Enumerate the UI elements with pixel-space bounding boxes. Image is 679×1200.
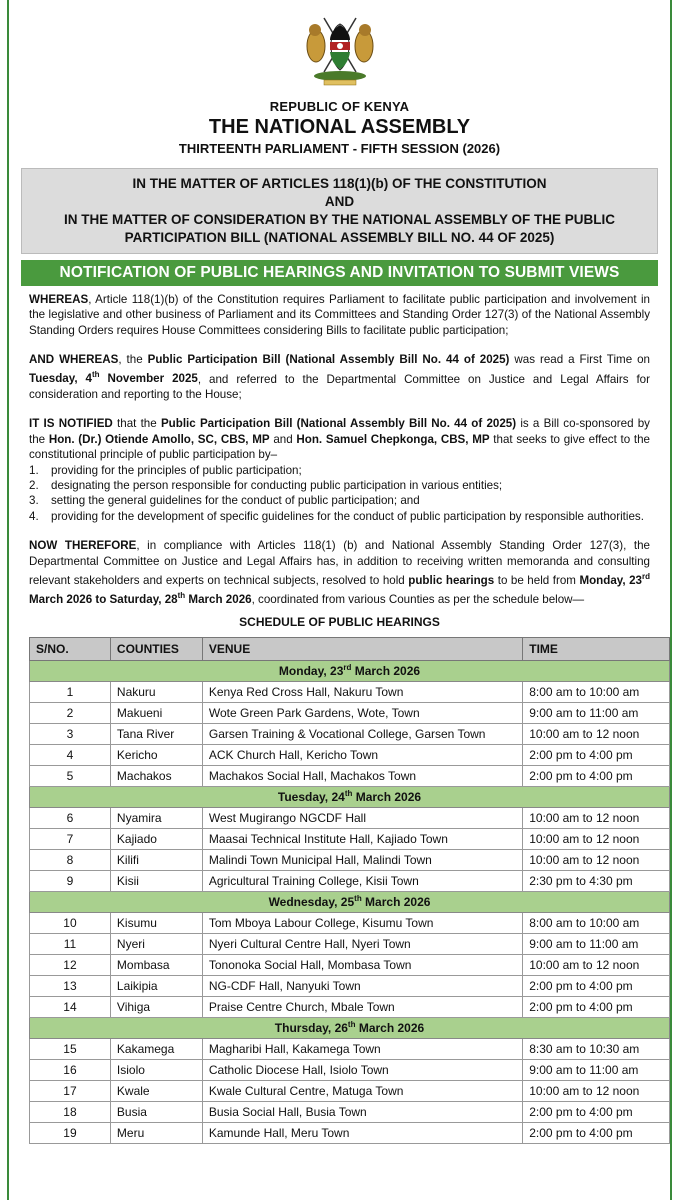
county-cell: Nyeri xyxy=(110,933,202,954)
venue-cell: Kamunde Hall, Meru Town xyxy=(202,1122,522,1143)
county-cell: Meru xyxy=(110,1122,202,1143)
row-number: 4 xyxy=(30,744,111,765)
row-number: 17 xyxy=(30,1080,111,1101)
venue-cell: Catholic Diocese Hall, Isiolo Town xyxy=(202,1059,522,1080)
paragraph-now-therefore: NOW THEREFORE, in compliance with Articles 118(1) (b) and National Assembly Standing Order 127(3), the Departmental Committee on Justice and Legal Affairs has, in addition to receiving written memoranda and consulting relevant stakeholders and experts on technical subjects, resolved to hold public hearings to be held from Monday, 23rd March 2026 to Saturday, 28th March 2026, coordinated from various Counties as per the schedule below— xyxy=(29,539,651,607)
county-cell: Kwale xyxy=(110,1080,202,1101)
venue-cell: Kwale Cultural Centre, Matuga Town xyxy=(202,1080,522,1101)
venue-cell: Busia Social Hall, Busia Town xyxy=(202,1101,522,1122)
paragraph-it-is-notified: IT IS NOTIFIED that the Public Participation Bill (National Assembly Bill No. 44 of 2025) is a Bill co-sponsored by the Hon. (Dr.) Otiende Amollo, SC, CBS, MP and Hon. Samuel Chepkonga, CBS, MP that seeks to give effect to the constitutional principle of public participation by– xyxy=(29,417,650,462)
assembly-heading: THE NATIONAL ASSEMBLY xyxy=(208,116,471,138)
row-number: 1 xyxy=(30,681,111,702)
list-item: 4. providing for the development of specific guidelines for the conduct of public participation by responsible authorities. xyxy=(29,509,644,523)
republic-heading: REPUBLIC OF KENYA xyxy=(269,99,410,114)
row-number: 12 xyxy=(30,954,111,975)
matter-line-2: AND xyxy=(324,194,355,209)
row-number: 11 xyxy=(30,933,111,954)
row-number: 9 xyxy=(30,870,111,891)
time-cell: 9:00 am to 11:00 am xyxy=(523,933,670,954)
table-row xyxy=(30,912,670,933)
time-cell: 10:00 am to 12 noon xyxy=(523,828,670,849)
table-row xyxy=(30,681,670,702)
time-cell: 8:00 am to 10:00 am xyxy=(523,912,670,933)
time-cell: 10:00 am to 12 noon xyxy=(523,807,670,828)
time-cell: 10:00 am to 12 noon xyxy=(523,723,670,744)
county-cell: Machakos xyxy=(110,765,202,786)
row-number: 19 xyxy=(30,1122,111,1143)
table-header-row xyxy=(30,637,670,660)
notice-page xyxy=(7,0,672,1200)
county-cell: Nyamira xyxy=(110,807,202,828)
county-cell: Tana River xyxy=(110,723,202,744)
venue-cell: NG-CDF Hall, Nanyuki Town xyxy=(202,975,522,996)
day-row xyxy=(30,786,670,807)
venue-cell: Maasai Technical Institute Hall, Kajiado Town xyxy=(202,828,522,849)
table-row xyxy=(30,1038,670,1059)
venue-cell: Magharibi Hall, Kakamega Town xyxy=(202,1038,522,1059)
venue-cell: Agricultural Training College, Kisii Town xyxy=(202,870,522,891)
row-number: 16 xyxy=(30,1059,111,1080)
table-row xyxy=(30,723,670,744)
venue-cell: Garsen Training & Vocational College, Garsen Town xyxy=(202,723,522,744)
county-cell: Vihiga xyxy=(110,996,202,1017)
time-cell: 8:30 am to 10:30 am xyxy=(523,1038,670,1059)
day-label: Thursday, 26th March 2026 xyxy=(30,1017,670,1038)
table-row xyxy=(30,1059,670,1080)
column-header: S/NO. xyxy=(30,637,111,660)
table-row xyxy=(30,744,670,765)
venue-cell: Nyeri Cultural Centre Hall, Nyeri Town xyxy=(202,933,522,954)
row-number: 13 xyxy=(30,975,111,996)
table-row xyxy=(30,807,670,828)
county-cell: Kericho xyxy=(110,744,202,765)
time-cell: 2:00 pm to 4:00 pm xyxy=(523,744,670,765)
objectives-list xyxy=(29,463,650,525)
row-number: 14 xyxy=(30,996,111,1017)
coat-of-arms-icon xyxy=(300,14,380,88)
table-row xyxy=(30,996,670,1017)
venue-cell: West Mugirango NGCDF Hall xyxy=(202,807,522,828)
table-row xyxy=(30,765,670,786)
county-cell: Busia xyxy=(110,1101,202,1122)
time-cell: 10:00 am to 12 noon xyxy=(523,954,670,975)
row-number: 6 xyxy=(30,807,111,828)
time-cell: 10:00 am to 12 noon xyxy=(523,1080,670,1101)
county-cell: Kisii xyxy=(110,870,202,891)
time-cell: 9:00 am to 11:00 am xyxy=(523,1059,670,1080)
day-row xyxy=(30,1017,670,1038)
county-cell: Kilifi xyxy=(110,849,202,870)
time-cell: 2:00 pm to 4:00 pm xyxy=(523,975,670,996)
row-number: 7 xyxy=(30,828,111,849)
county-cell: Isiolo xyxy=(110,1059,202,1080)
schedule-body xyxy=(30,660,670,1143)
day-label: Wednesday, 25th March 2026 xyxy=(30,891,670,912)
county-cell: Kajiado xyxy=(110,828,202,849)
county-cell: Kisumu xyxy=(110,912,202,933)
table-row xyxy=(30,933,670,954)
county-cell: Laikipia xyxy=(110,975,202,996)
venue-cell: Malindi Town Municipal Hall, Malindi Town xyxy=(202,849,522,870)
county-cell: Makueni xyxy=(110,702,202,723)
time-cell: 2:00 pm to 4:00 pm xyxy=(523,996,670,1017)
row-number: 10 xyxy=(30,912,111,933)
row-number: 5 xyxy=(30,765,111,786)
table-row xyxy=(30,975,670,996)
venue-cell: Wote Green Park Gardens, Wote, Town xyxy=(202,702,522,723)
county-cell: Kakamega xyxy=(110,1038,202,1059)
row-number: 2 xyxy=(30,702,111,723)
matter-box xyxy=(21,168,658,254)
venue-cell: Machakos Social Hall, Machakos Town xyxy=(202,765,522,786)
time-cell: 2:00 pm to 4:00 pm xyxy=(523,765,670,786)
list-item: 3. setting the general guidelines for the conduct of public participation; and xyxy=(29,494,420,508)
venue-cell: Tononoka Social Hall, Mombasa Town xyxy=(202,954,522,975)
notice-body xyxy=(29,292,650,631)
venue-cell: Praise Centre Church, Mbale Town xyxy=(202,996,522,1017)
time-cell: 2:00 pm to 4:00 pm xyxy=(523,1101,670,1122)
matter-line-3: IN THE MATTER OF CONSIDERATION BY THE NATIONAL ASSEMBLY OF THE PUBLIC PARTICIPATION BILL (NATIONAL ASSEMBLY BILL NO. 44 OF 2025) xyxy=(63,212,616,245)
time-cell: 8:00 am to 10:00 am xyxy=(523,681,670,702)
schedule-title: SCHEDULE OF PUBLIC HEARINGS xyxy=(239,615,440,630)
table-row xyxy=(30,1080,670,1101)
table-row xyxy=(30,954,670,975)
notice-header xyxy=(9,0,670,156)
table-row xyxy=(30,702,670,723)
paragraph-and-whereas: AND WHEREAS, the Public Participation Bill (National Assembly Bill No. 44 of 2025) was read a First Time on Tuesday, 4th November 2025, and referred to the Departmental Committee on Justice and Legal Affairs for consideration and reporting to the House; xyxy=(29,353,650,401)
venue-cell: ACK Church Hall, Kericho Town xyxy=(202,744,522,765)
row-number: 8 xyxy=(30,849,111,870)
paragraph-whereas: WHEREAS, Article 118(1)(b) of the Constitution requires Parliament to facilitate public participation and involvement in the legislative and other business of Parliament and its Committees and Standing Order 127(3) of the National Assembly Standing Orders requires House Committees considering Bills to facilitate public participation; xyxy=(29,293,650,337)
table-row xyxy=(30,1122,670,1143)
venue-cell: Tom Mboya Labour College, Kisumu Town xyxy=(202,912,522,933)
day-row xyxy=(30,660,670,681)
day-label: Tuesday, 24th March 2026 xyxy=(30,786,670,807)
day-row xyxy=(30,891,670,912)
column-header: COUNTIES xyxy=(110,637,202,660)
county-cell: Nakuru xyxy=(110,681,202,702)
notification-banner: NOTIFICATION OF PUBLIC HEARINGS AND INVITATION TO SUBMIT VIEWS xyxy=(21,260,658,286)
session-heading: THIRTEENTH PARLIAMENT - FIFTH SESSION (2026) xyxy=(178,141,501,156)
row-number: 3 xyxy=(30,723,111,744)
table-row xyxy=(30,828,670,849)
table-row xyxy=(30,849,670,870)
venue-cell: Kenya Red Cross Hall, Nakuru Town xyxy=(202,681,522,702)
matter-line-1: IN THE MATTER OF ARTICLES 118(1)(b) OF THE CONSTITUTION xyxy=(132,176,547,191)
schedule-table xyxy=(29,637,670,1144)
time-cell: 10:00 am to 12 noon xyxy=(523,849,670,870)
column-header: TIME xyxy=(523,637,670,660)
day-label: Monday, 23rd March 2026 xyxy=(30,660,670,681)
time-cell: 9:00 am to 11:00 am xyxy=(523,702,670,723)
table-row xyxy=(30,870,670,891)
column-header: VENUE xyxy=(202,637,522,660)
time-cell: 2:30 pm to 4:30 pm xyxy=(523,870,670,891)
row-number: 15 xyxy=(30,1038,111,1059)
county-cell: Mombasa xyxy=(110,954,202,975)
row-number: 18 xyxy=(30,1101,111,1122)
list-item: 1. providing for the principles of public participation; xyxy=(29,463,302,477)
list-item: 2. designating the person responsible for conducting public participation in various entities; xyxy=(29,478,503,492)
table-row xyxy=(30,1101,670,1122)
time-cell: 2:00 pm to 4:00 pm xyxy=(523,1122,670,1143)
